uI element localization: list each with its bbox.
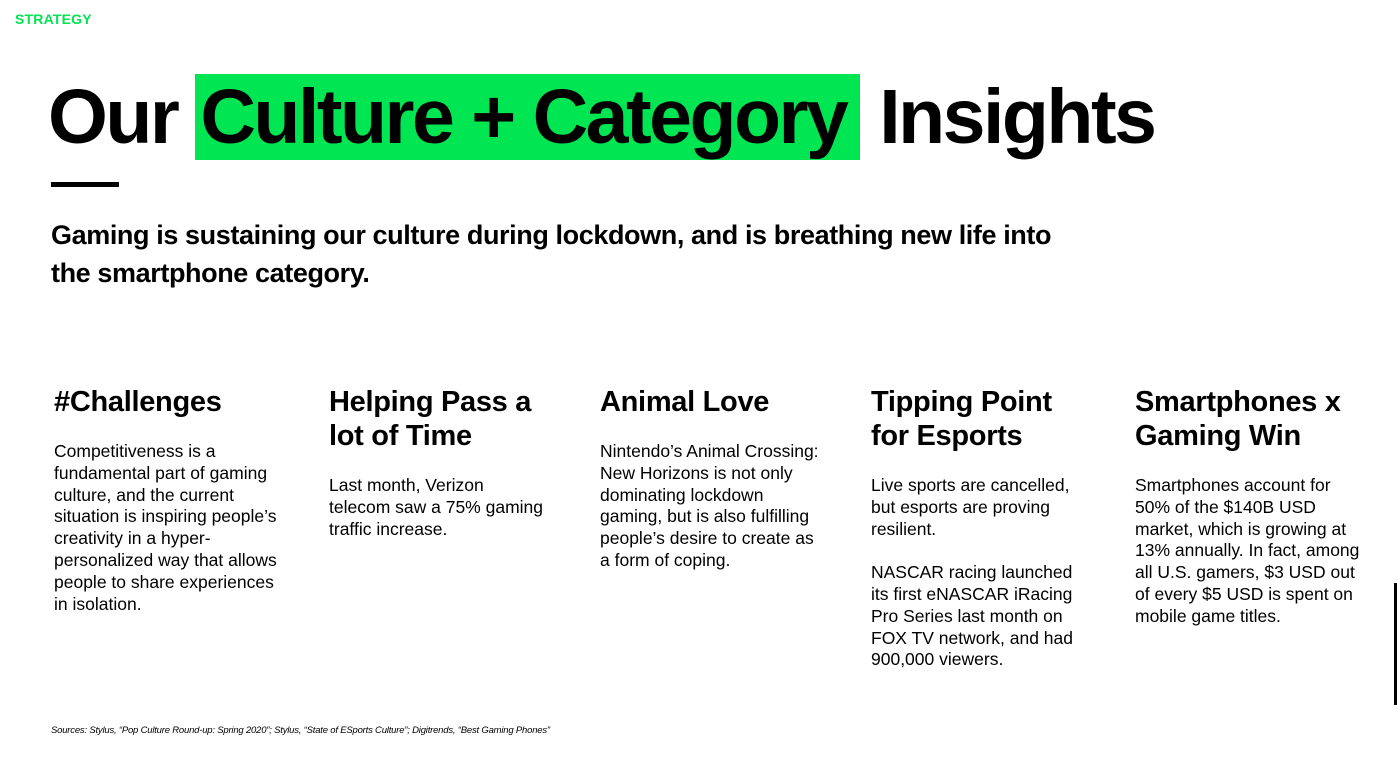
insight-helping-pass-time	[329, 385, 544, 540]
insight-heading: Animal Love	[600, 386, 770, 418]
section-label: STRATEGY	[15, 11, 92, 27]
insight-animal-love	[600, 385, 820, 572]
title-highlight: Culture + Category	[195, 74, 860, 160]
title-prefix: Our	[48, 74, 178, 160]
insight-body: Live sports are cancelled, but esports are proving resilient.	[871, 475, 1070, 539]
insight-smartphones-gaming	[1135, 385, 1363, 628]
insight-challenges	[54, 385, 284, 615]
insight-heading: Smartphones x Gaming Win	[1135, 386, 1341, 452]
insight-heading: Helping Pass a lot of Time	[329, 386, 532, 452]
title-suffix: Insights	[879, 74, 1155, 160]
sources-footnote: Sources: Stylus, “Pop Culture Round-up: Spring 2020”; Stylus, “State of ESports Culture”; Digitrends, “Best Gaming Phones”	[51, 725, 550, 736]
subtitle: Gaming is sustaining our culture during lockdown, and is breathing new life into the smartphone category.	[51, 220, 1052, 288]
insight-body: Last month, Verizon telecom saw a 75% gaming traffic increase.	[329, 475, 543, 539]
edge-bar	[1394, 583, 1397, 705]
insight-heading: Tipping Point for Esports	[871, 386, 1052, 452]
insight-body: NASCAR racing launched its first eNASCAR iRacing Pro Series last month on FOX TV network, and had 900,000 viewers.	[871, 562, 1074, 670]
title-underline	[51, 182, 119, 187]
insight-heading: #Challenges	[54, 386, 222, 418]
insight-body: Competitiveness is a fundamental part of gaming culture, and the current situation is inspiring people’s creativity in a hyper-personalized way that allows people to share experiences in isolation.	[54, 441, 277, 614]
page-title	[48, 74, 1154, 160]
insight-body: Smartphones account for 50% of the $140B USD market, which is growing at 13% annually. In fact, among all U.S. gamers, $3 USD out of every $5 USD is spent on mobile game titles.	[1135, 475, 1360, 626]
insight-tipping-point-esports	[871, 385, 1086, 671]
insight-body: Nintendo’s Animal Crossing: New Horizons is not only dominating lockdown gaming, but is also fulfilling people’s desire to create as a form of coping.	[600, 441, 819, 570]
